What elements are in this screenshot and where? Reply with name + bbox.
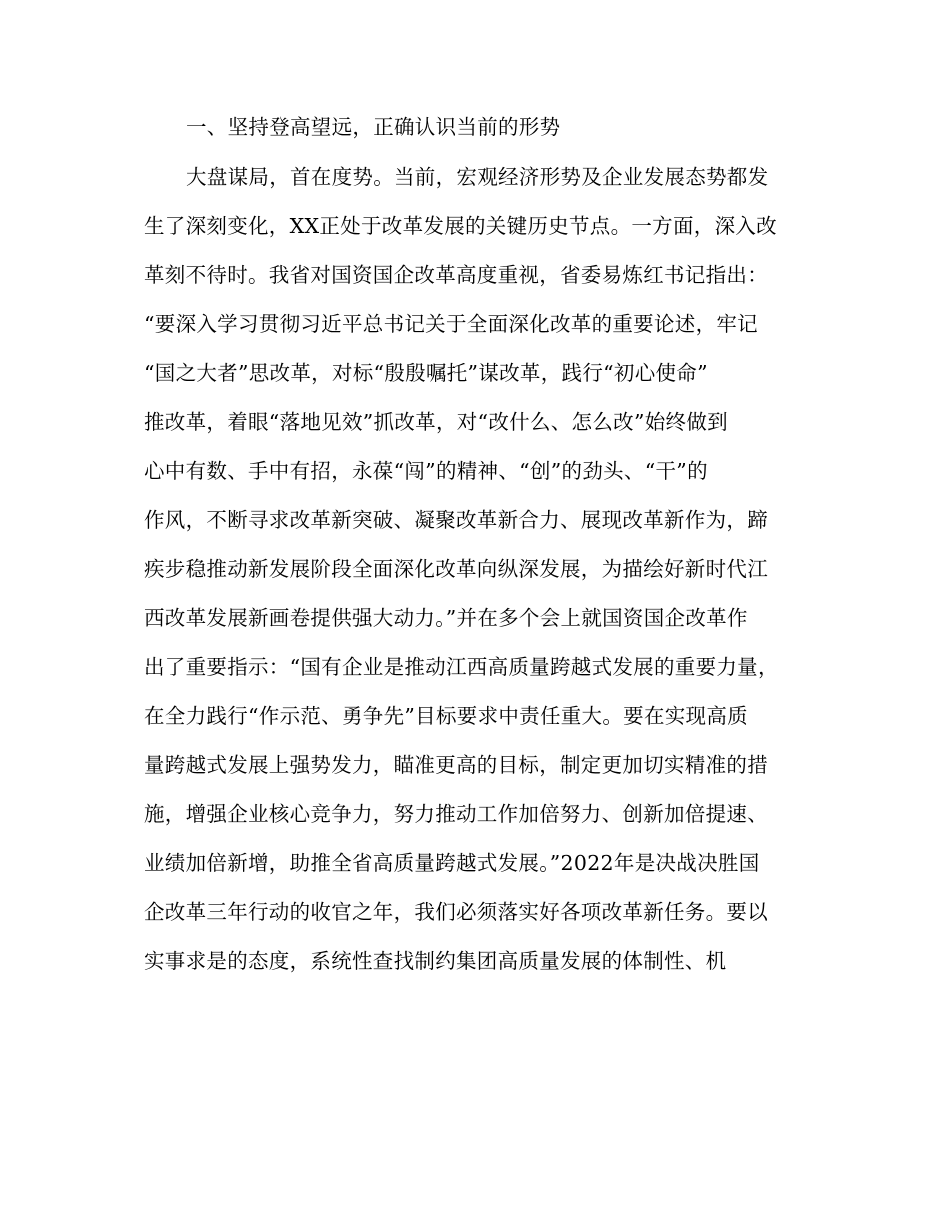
- paragraph-line: 西改革发展新画卷提供强大动力。”并在多个会上就国资国企改革作: [144, 606, 748, 630]
- paragraph-line: 出了重要指示：“国有企业是推动江西高质量跨越式发展的重要力量，: [144, 655, 779, 679]
- paragraph-line: 施，增强企业核心竞争力，努力推动工作加倍努力、创新加倍提速、: [144, 802, 768, 826]
- paragraph-line: 革刻不待时。我省对国资国企改革高度重视，省委易炼红书记指出：: [144, 263, 768, 287]
- paragraph-line: 推改革，着眼“落地见效”抓改革，对“改什么、怎么改”始终做到: [144, 410, 728, 434]
- paragraph-line: 疾步稳推动新发展阶段全面深化改革向纵深发展，为描绘好新时代江: [144, 557, 768, 581]
- paragraph-line: 大盘谋局，首在度势。当前，宏观经济形势及企业发展态势都发: [186, 165, 769, 189]
- paragraph-line: 实事求是的态度，系统性查找制约集团高质量发展的体制性、机: [144, 949, 727, 973]
- paragraph-line: 在全力践行“作示范、勇争先”目标要求中责任重大。要在实现高质: [144, 704, 748, 728]
- paragraph-line: “要深入学习贯彻习近平总书记关于全面深化改革的重要论述，牢记: [144, 312, 758, 336]
- section-heading: 一、坚持登高望远，正确认识当前的形势: [186, 115, 561, 139]
- paragraph-line: 量跨越式发展上强势发力，瞄准更高的目标，制定更加切实精准的措: [144, 753, 768, 777]
- paragraph-line: “国之大者”思改革，对标“殷殷嘱托”谋改革，践行“初心使命”: [144, 361, 708, 385]
- paragraph-line: 业绩加倍新增，助推全省高质量跨越式发展。”2022年是决战决胜国: [144, 851, 760, 875]
- paragraph-line: 作风，不断寻求改革新突破、凝聚改革新合力、展现改革新作为，蹄: [144, 508, 768, 532]
- paragraph-line: 心中有数、手中有招，永葆“闯”的精神、“创”的劲头、“干”的: [144, 459, 708, 483]
- paragraph-line: 生了深刻变化，XX正处于改革发展的关键历史节点。一方面，深入改: [144, 214, 777, 238]
- paragraph-line: 企改革三年行动的收官之年，我们必须落实好各项改革新任务。要以: [144, 900, 768, 924]
